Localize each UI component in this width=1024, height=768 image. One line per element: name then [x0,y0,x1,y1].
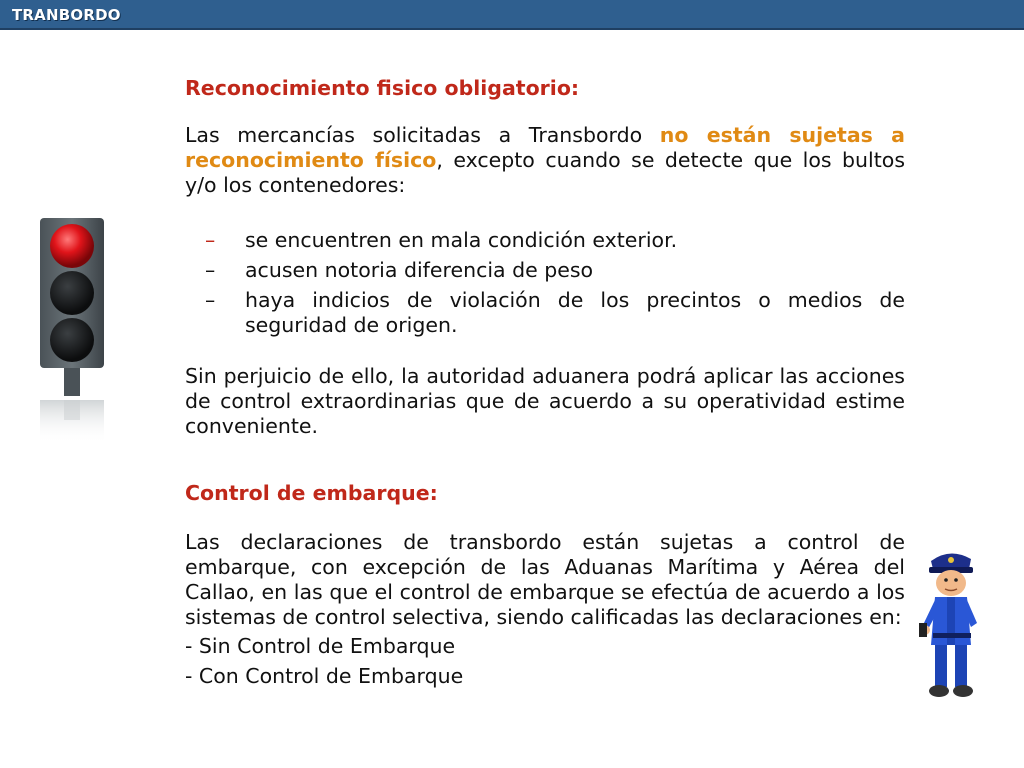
list-item [185,228,905,253]
list-item [185,258,905,283]
policeman-icon [915,545,985,705]
option-line: - Sin Control de Embarque [185,634,456,658]
slide-content [185,76,905,689]
section1-closing: Sin perjuicio de ello, la autoridad aduanera podrá aplicar las acciones de control extraordinarias que de acuerdo a su operatividad estime conveniente. [185,364,905,438]
intro-highlight: no están sujetas a reconocimiento físico [185,123,905,172]
option-line: - Con Control de Embarque [185,664,464,688]
section2-body: Las declaraciones de transbordo están sujetas a control de embarque, con excepción de las Aduanas Marítima y Aérea del Callao, en las que el control de embarque se efectúa de acuerdo a los sistemas de control selectiva, siendo calificadas las declaraciones en: [185,530,905,629]
condition-list [185,228,905,338]
dash-bullet: – [205,258,216,282]
list-item-text: haya indicios de violación de los precintos o medios de seguridad de origen. [245,288,905,337]
header-bar [0,0,1024,30]
traffic-light-icon [20,218,126,448]
section1-intro [185,123,905,198]
section1-heading: Reconocimiento fisico obligatorio: [185,76,580,100]
slide-title: TRANBORDO [12,6,121,24]
section2-heading: Control de embarque: [185,481,438,505]
intro-text-1: Las mercancías solicitadas a Transbordo [185,123,660,147]
list-item-text: acusen notoria diferencia de peso [245,258,594,282]
list-item-text: se encuentren en mala condición exterior. [245,228,678,252]
intro-text-2: , excepto cuando se detecte que los bultos y/o los contenedores: [185,148,905,197]
list-item [185,288,905,338]
dash-bullet: – [205,288,216,312]
dash-bullet: – [205,228,216,252]
